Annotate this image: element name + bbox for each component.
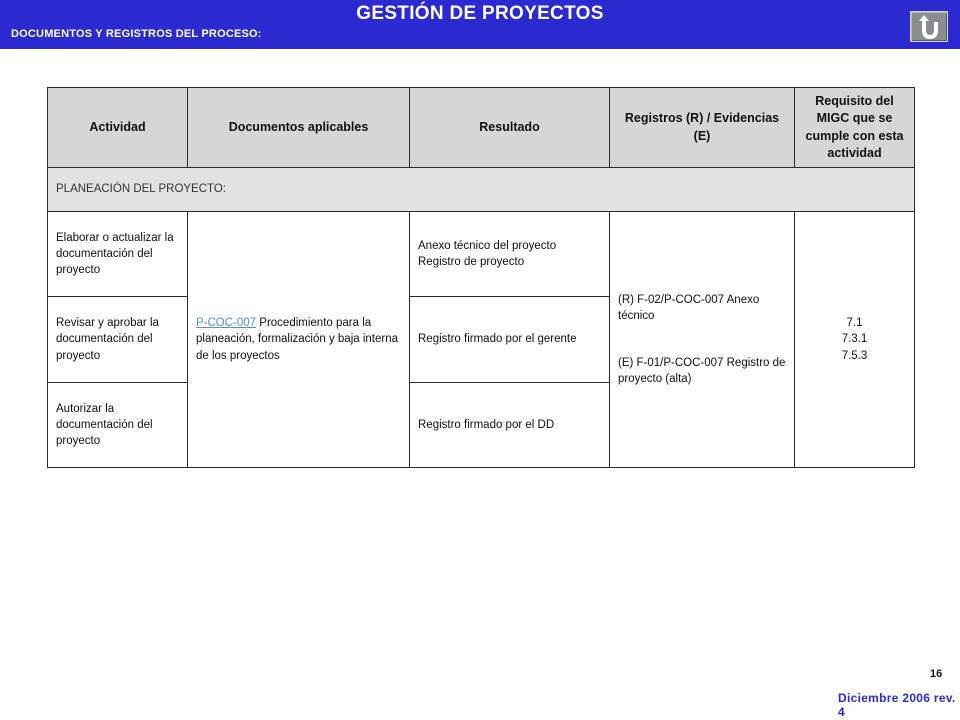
activity-cell: Autorizar la documentación del proyecto bbox=[48, 383, 188, 468]
column-header-records: Registros (R) / Evidencias (E) bbox=[610, 88, 795, 168]
activity-cell: Elaborar o actualizar la documentación del proyecto bbox=[48, 212, 188, 297]
document-description: Procedimiento para la planeación, formalización y baja interna de los proyectos bbox=[196, 317, 399, 362]
section-row bbox=[48, 168, 915, 212]
page-title: GESTIÓN DE PROYECTOS bbox=[356, 3, 604, 24]
records-cell bbox=[610, 212, 795, 468]
process-documents-table bbox=[47, 87, 915, 468]
record-r: (R) F-02/P-COC-007 Anexo técnico bbox=[618, 293, 760, 323]
footer-date-revision: Diciembre 2006 rev. 4 bbox=[838, 691, 956, 719]
header-bar bbox=[0, 0, 960, 49]
column-header-result: Resultado bbox=[410, 88, 610, 168]
page-number: 16 bbox=[930, 668, 943, 680]
back-button[interactable] bbox=[910, 11, 948, 42]
activity-cell: Revisar y aprobar la documentación del proyecto bbox=[48, 297, 188, 383]
requirement-item: 7.1 bbox=[846, 317, 863, 329]
result-cell: Registro firmado por el gerente bbox=[410, 297, 610, 383]
result-line: Anexo técnico del proyecto bbox=[418, 239, 557, 252]
record-e: (E) F-01/P-COC-007 Registro de proyecto (alta) bbox=[618, 356, 786, 385]
u-turn-back-icon bbox=[917, 15, 943, 40]
page-subtitle: DOCUMENTOS Y REGISTROS DEL PROCESO: bbox=[11, 28, 262, 40]
document-link[interactable]: P-COC-007 bbox=[196, 317, 257, 329]
table-row bbox=[48, 212, 915, 297]
result-line: Registro de proyecto bbox=[418, 256, 525, 268]
table-header-row bbox=[48, 88, 915, 168]
requirements-cell bbox=[795, 212, 915, 468]
column-header-requirement: Requisito del MIGC que se cumple con esta actividad bbox=[795, 88, 915, 168]
section-title: PLANEACIÓN DEL PROYECTO: bbox=[48, 168, 915, 212]
result-cell bbox=[410, 212, 610, 297]
column-header-documents: Documentos aplicables bbox=[188, 88, 410, 168]
requirement-item: 7.3.1 bbox=[841, 333, 868, 346]
result-cell: Registro firmado por el DD bbox=[410, 383, 610, 468]
column-header-activity: Actividad bbox=[48, 88, 188, 168]
documents-cell bbox=[188, 212, 410, 468]
requirement-item: 7.5.3 bbox=[841, 349, 868, 362]
